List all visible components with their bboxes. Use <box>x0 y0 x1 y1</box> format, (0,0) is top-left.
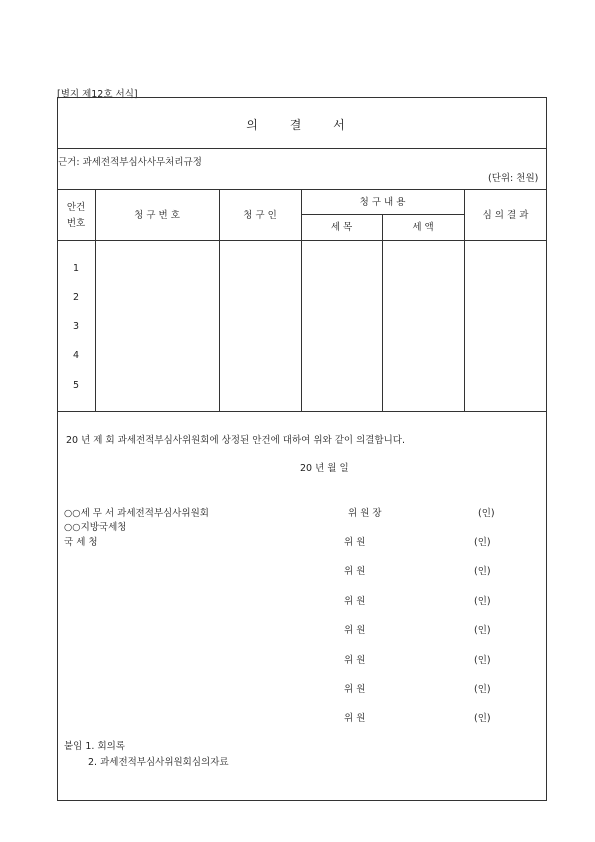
row-number: 4 <box>72 350 80 361</box>
committee-line-1: ○○세 무 서 과세전적부심사위원회 <box>64 508 209 519</box>
header-review-result: 심 의 결 과 <box>482 210 529 221</box>
seal-mark: (인) <box>474 596 491 607</box>
seal-mark: (인) <box>474 625 491 636</box>
row-number: 1 <box>72 263 80 274</box>
seal-mark: (인) <box>474 537 491 548</box>
header-case-no-line2: 번호 <box>66 218 86 229</box>
form-label-text: [별지 제12호 서식] <box>57 89 138 100</box>
row-number: 3 <box>72 321 80 332</box>
col-divider-5 <box>464 189 465 411</box>
header-claim-number: 청 구 번 호 <box>134 210 180 221</box>
signature-role-member: 위 원 <box>344 655 366 666</box>
table-top-border <box>57 189 547 190</box>
seal-mark: (인) <box>474 684 491 695</box>
col-divider-4 <box>382 214 383 411</box>
unit-text: (단위: 천원) <box>488 173 539 184</box>
signature-role-member: 위 원 <box>344 596 366 607</box>
col-divider-1 <box>95 189 96 411</box>
signature-role-member: 위 원 <box>344 684 366 695</box>
table-bottom-border <box>57 411 547 412</box>
row-number: 2 <box>72 292 80 303</box>
basis-text: 근거: 과세전적부심사사무처리규정 <box>58 157 202 168</box>
resolution-statement: 20 년 제 회 과세전적부심사위원회에 상정된 안건에 대하여 위와 같이 의결합니다. <box>66 435 405 446</box>
committee-line-2: ○○지방국세청 <box>64 522 127 533</box>
title-divider <box>57 148 547 149</box>
seal-mark: (인) <box>478 508 495 519</box>
attachment-line-2: 2. 과세전적부심사위원회심의자료 <box>88 757 229 768</box>
header-tax-item: 세 목 <box>330 222 353 233</box>
table-header-bottom <box>57 240 547 241</box>
signature-role-member: 위 원 <box>344 625 366 636</box>
header-case-no-line1: 안건 <box>66 202 86 213</box>
seal-mark: (인) <box>474 566 491 577</box>
header-claimant: 청 구 인 <box>243 210 277 221</box>
signature-role-member: 위 원 <box>344 713 366 724</box>
document-title: 의 결 서 <box>246 118 359 132</box>
seal-mark: (인) <box>474 713 491 724</box>
header-tax-amount: 세 액 <box>412 222 434 233</box>
header-claim-content: 청 구 내 용 <box>359 197 406 208</box>
col-divider-2 <box>219 189 220 411</box>
attachment-line-1: 붙임 1. 회의록 <box>64 741 125 752</box>
signature-role-member: 위 원 <box>344 566 366 577</box>
resolution-date: 20 년 월 일 <box>300 463 349 474</box>
committee-line-3: 국 세 청 <box>64 537 98 548</box>
seal-mark: (인) <box>474 655 491 666</box>
signature-role-chair: 위 원 장 <box>348 508 382 519</box>
row-number: 5 <box>72 380 80 391</box>
signature-role-member: 위 원 <box>344 537 366 548</box>
